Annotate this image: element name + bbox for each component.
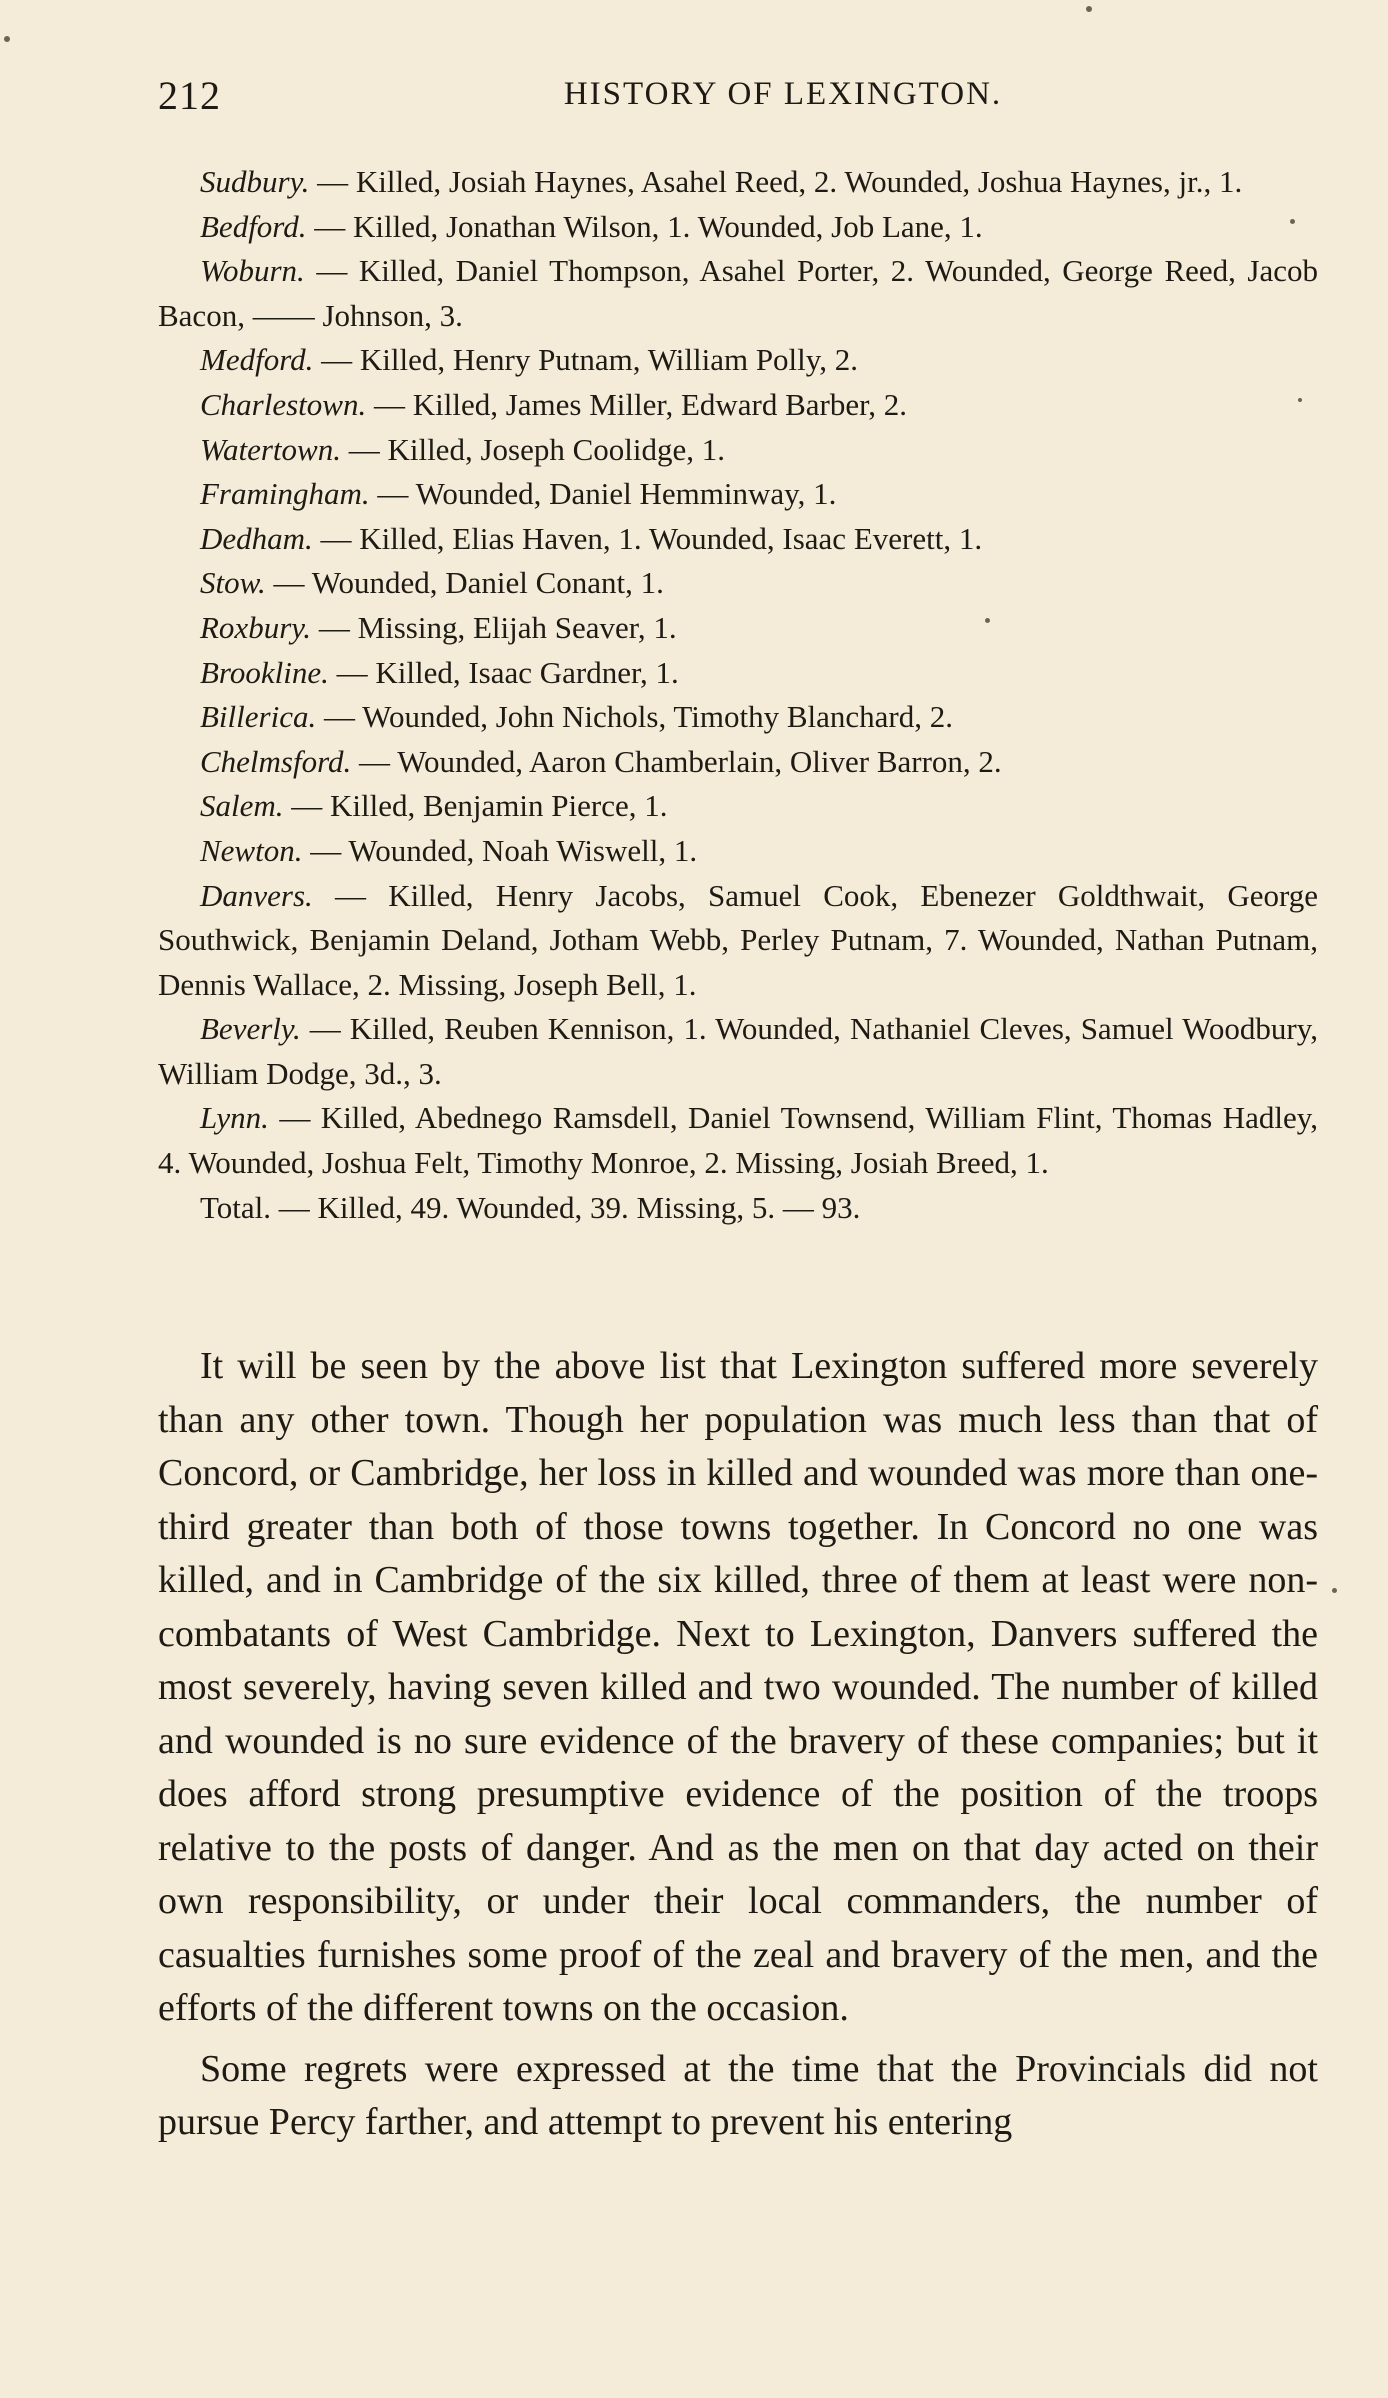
running-head: HISTORY OF LEXINGTON. xyxy=(563,76,1003,112)
casualty-text: — Wounded, Daniel Hemminway, 1. xyxy=(369,476,837,512)
town-name: Billerica. xyxy=(200,699,317,735)
town-name: Salem. xyxy=(200,788,284,824)
casualty-text: — Wounded, Aaron Chamberlain, Oliver Barron, 2. xyxy=(351,743,1002,779)
town-name: Newton. xyxy=(200,832,303,868)
casualty-text: — Killed, Henry Jacobs, Samuel Cook, Ebenezer Goldthwait, George Southwick, Benjamin Deland, Jotham Webb, Perley Putnam, 7. Wounded, Nathan Putnam, Dennis Wallace, 2. Missing, Joseph Bell, 1. xyxy=(158,877,1318,1002)
town-name: Framingham. xyxy=(200,476,370,512)
casualty-entry xyxy=(158,205,1318,250)
casualty-text: — Killed, Reuben Kennison, 1. Wounded, Nathaniel Cleves, Samuel Woodbury, William Dodge, 3d., 3. xyxy=(158,1011,1318,1091)
casualty-list xyxy=(158,160,1318,1230)
casualty-entry xyxy=(158,561,1318,606)
town-name: Chelmsford. xyxy=(200,743,352,779)
ink-speck xyxy=(1332,1588,1337,1593)
casualty-entry xyxy=(158,695,1318,740)
town-name: Woburn. xyxy=(200,253,305,289)
casualty-text: — Killed, Isaac Gardner, 1. xyxy=(328,654,679,690)
casualty-entry xyxy=(158,338,1318,383)
casualty-text: — Killed, Jonathan Wilson, 1. Wounded, Job Lane, 1. xyxy=(306,208,983,244)
casualty-text: — Killed, Benjamin Pierce, 1. xyxy=(283,788,668,824)
ink-speck xyxy=(1290,219,1295,224)
casualty-total: Total. — Killed, 49. Wounded, 39. Missing, 5. — 93. xyxy=(200,1189,861,1225)
casualty-text: — Killed, Abednego Ramsdell, Daniel Townsend, William Flint, Thomas Hadley, 4. Wounded, Joshua Felt, Timothy Monroe, 2. Missing, Josiah Breed, 1. xyxy=(158,1100,1318,1181)
casualty-text: — Wounded, Daniel Conant, 1. xyxy=(265,565,664,601)
casualty-text: — Killed, James Miller, Edward Barber, 2. xyxy=(366,386,907,422)
casualty-entry xyxy=(158,249,1318,338)
paragraph: Some regrets were expressed at the time that the Provincials did not pursue Percy farther, and attempt to prevent his entering xyxy=(158,2047,1318,2143)
casualty-entry xyxy=(158,740,1318,785)
casualty-entry xyxy=(158,1007,1318,1096)
casualty-text: — Wounded, John Nichols, Timothy Blanchard, 2. xyxy=(316,699,953,735)
body-text xyxy=(158,1340,1318,2150)
casualty-text: — Killed, Elias Haven, 1. Wounded, Isaac Everett, 1. xyxy=(312,520,983,556)
casualty-text: — Killed, Joseph Coolidge, 1. xyxy=(340,431,725,467)
ink-speck xyxy=(985,618,990,623)
casualty-entry xyxy=(158,874,1318,1008)
town-name: Brookline. xyxy=(200,654,329,690)
casualty-entry xyxy=(158,1096,1318,1185)
casualty-entry xyxy=(158,160,1318,205)
ink-speck xyxy=(4,36,10,42)
casualty-text: — Missing, Elijah Seaver, 1. xyxy=(311,609,677,645)
town-name: Beverly. xyxy=(200,1011,301,1047)
ink-speck xyxy=(1298,398,1302,402)
page-header xyxy=(158,72,1318,132)
casualty-text: — Wounded, Noah Wiswell, 1. xyxy=(302,832,698,868)
casualty-entry xyxy=(158,517,1318,562)
town-name: Watertown. xyxy=(200,431,341,467)
town-name: Roxbury. xyxy=(200,609,312,645)
town-name: Bedford. xyxy=(200,208,307,244)
ink-speck xyxy=(1086,6,1092,12)
casualty-entry xyxy=(158,472,1318,517)
casualty-entry xyxy=(158,651,1318,696)
casualty-text: — Killed, Daniel Thompson, Asahel Porter, 2. Wounded, George Reed, Jacob Bacon, —— Johnson, 3. xyxy=(158,253,1318,333)
town-name: Lynn. xyxy=(200,1100,269,1136)
town-name: Danvers. xyxy=(200,877,313,913)
paragraph: It will be seen by the above list that Lexington suffered more severely than any other town. Though her population was much less than that of Concord, or Cambridge, her loss in killed and wounded was more than one-third greater than both of those towns together. In Concord no one was killed, and in Cambridge of the six killed, three of them at least were non-combatants of West Cambridge. Next to Lexington, Danvers suffered the most severely, having seven killed and two wounded. The number of killed and wounded is no sure evidence of the bravery of these companies; but it does afford strong presumptive evidence of the position of the troops relative to the posts of danger. And as the men on that day acted on their own responsibility, or under their local commanders, the number of casualties furnishes some proof of the zeal and bravery of the men, and the efforts of the different towns on the occasion. xyxy=(158,1345,1318,2029)
page-number: 212 xyxy=(158,73,221,118)
town-name: Charlestown. xyxy=(200,386,367,422)
town-name: Medford. xyxy=(200,342,314,378)
casualty-entry xyxy=(158,383,1318,428)
casualty-entry xyxy=(158,784,1318,829)
casualty-entry xyxy=(158,606,1318,651)
casualty-entry xyxy=(158,428,1318,473)
town-name: Sudbury. xyxy=(200,164,310,199)
town-name: Dedham. xyxy=(200,520,313,556)
casualty-text: — Killed, Henry Putnam, William Polly, 2. xyxy=(313,342,859,378)
casualty-entry xyxy=(158,829,1318,874)
town-name: Stow. xyxy=(200,565,266,601)
casualty-text: — Killed, Josiah Haynes, Asahel Reed, 2. Wounded, Joshua Haynes, jr., 1. xyxy=(309,164,1243,199)
